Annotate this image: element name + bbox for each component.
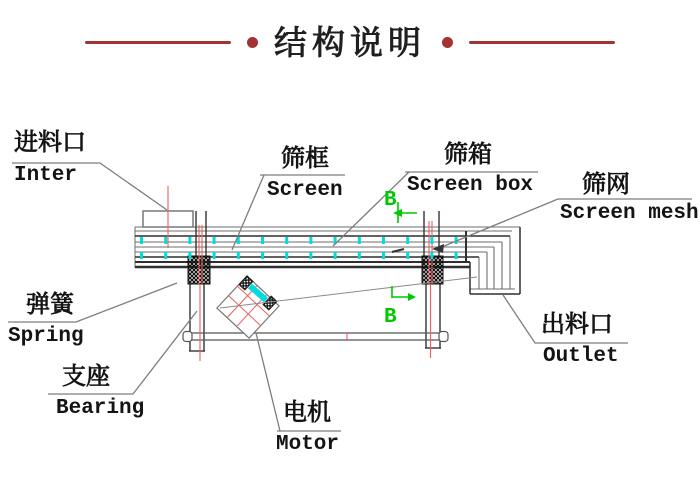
motor-label-en: Motor (276, 433, 340, 456)
section-letter-bottom: B (384, 306, 397, 329)
bearing-label-cn: 支座 (62, 364, 110, 390)
outlet-chute (470, 227, 520, 294)
screen-frame-label-cn: 筛框 (281, 146, 329, 172)
base-bar (183, 332, 448, 342)
section-marker-bottom (384, 286, 416, 329)
screen-box-label-en: Screen box (407, 174, 534, 197)
outlet-label-cn: 出料口 (541, 312, 613, 338)
spring-label-en: Spring (8, 325, 84, 348)
outlet-label-en: Outlet (543, 345, 619, 368)
screen-mesh-label-en: Screen mesh (560, 202, 699, 225)
section-letter-top: B (384, 189, 397, 212)
inlet-label-en: Inter (14, 164, 78, 187)
spring-label-cn: 弹簧 (26, 292, 74, 318)
screen-frame-label-en: Screen (267, 179, 343, 202)
inlet-label-cn: 进料口 (14, 130, 86, 156)
bearing-label-en: Bearing (56, 397, 145, 420)
motor-label-cn: 电机 (283, 400, 331, 426)
screen-box-label-cn: 筛箱 (444, 142, 492, 168)
screen-mesh-label-cn: 筛网 (582, 172, 630, 198)
page-title: 结构说明 (274, 23, 426, 61)
